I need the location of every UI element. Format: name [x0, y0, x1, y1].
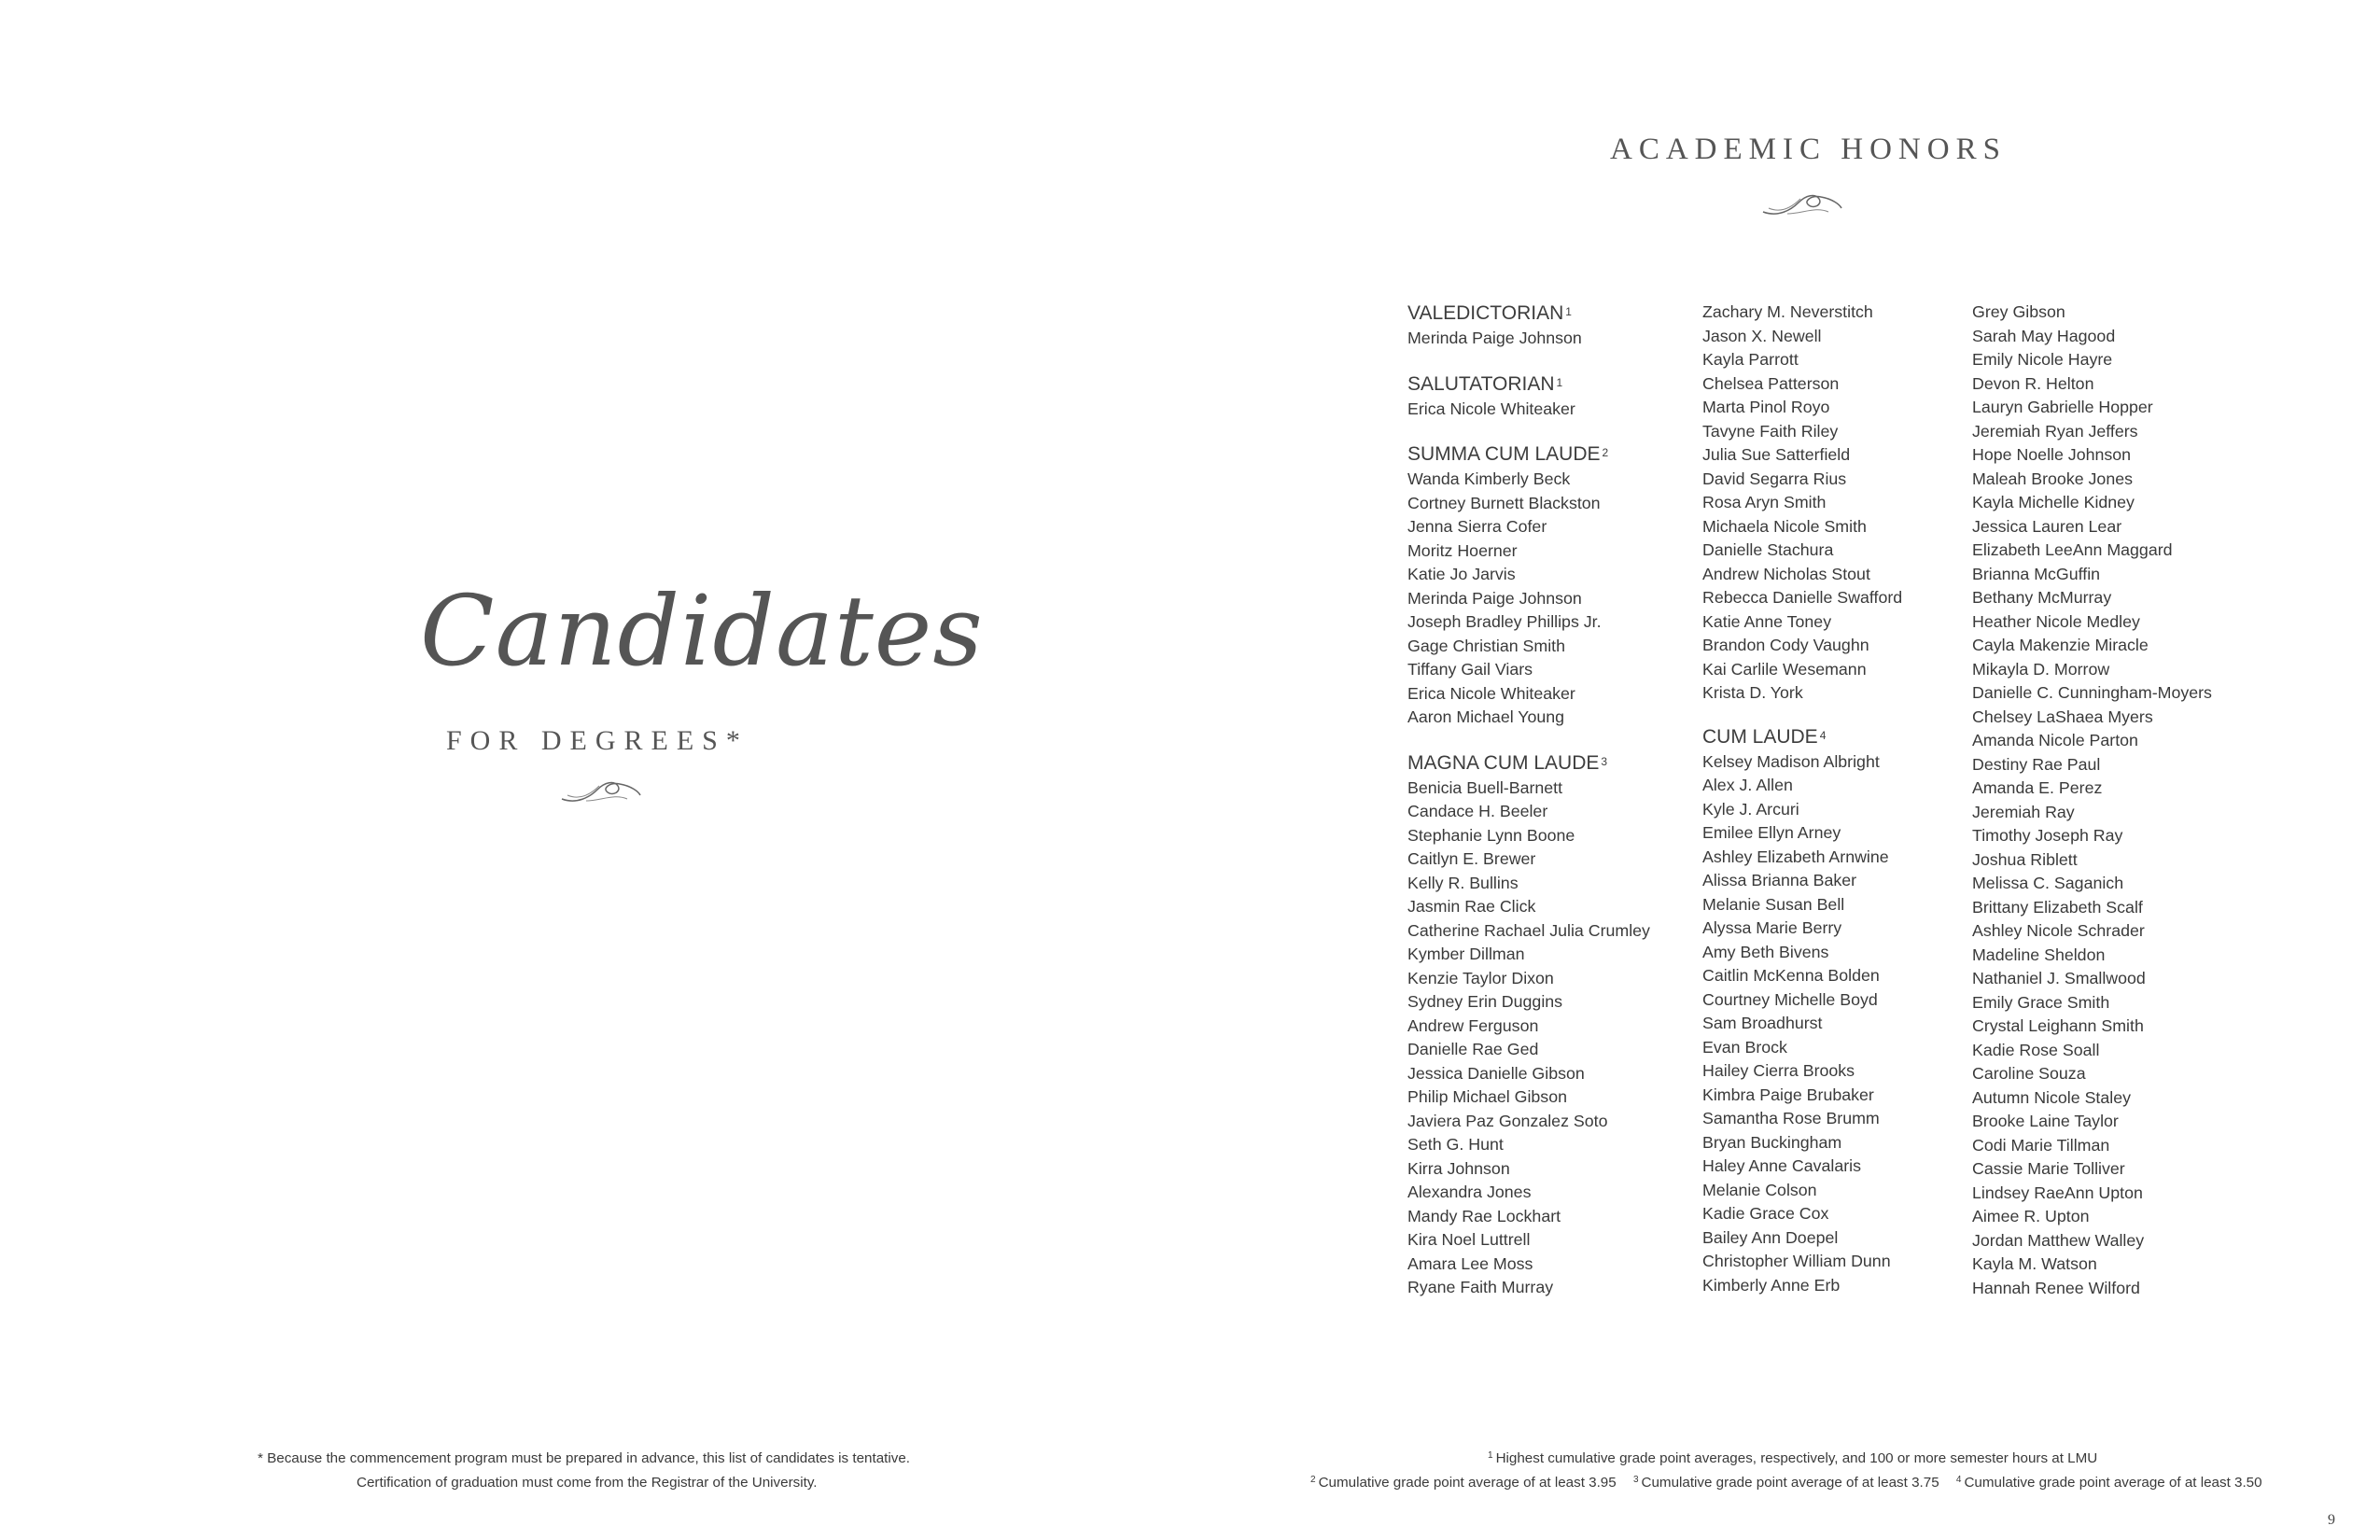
honoree-name: Mikayla D. Morrow — [1972, 659, 2110, 679]
honoree-name: Hope Noelle Johnson — [1972, 445, 2132, 464]
summa-cum-laude-list — [1407, 468, 1650, 730]
honoree-name: Ashley Elizabeth Arnwine — [1702, 847, 1889, 866]
magna-cum-laude-heading: MAGNA CUM LAUDE $^3$ — [1407, 751, 1608, 774]
honoree-name: Tiffany Gail Viars — [1407, 660, 1533, 679]
honoree-name: Jason X. Newell — [1702, 326, 1822, 345]
honoree-name: Kelsey Madison Albright — [1702, 751, 1880, 771]
honoree-name: Joshua Riblett — [1972, 849, 2078, 869]
honoree-name: Andrew Nicholas Stout — [1702, 564, 1870, 583]
honoree-name: Cortney Burnett Blackston — [1407, 493, 1601, 512]
honors-footnote-2: $^2$ Cumulative grade point average of at least 3.95 — [1310, 1475, 1617, 1491]
honoree-name: Candace H. Beeler — [1407, 802, 1548, 820]
honoree-name: Cassie Marie Tolliver — [1972, 1159, 2125, 1178]
honoree-name: Brooke Laine Taylor — [1972, 1112, 2119, 1130]
honoree-name: Brandon Cody Vaughn — [1702, 636, 1869, 654]
honoree-name: Amy Beth Bivens — [1702, 942, 1829, 961]
honoree-name: Wanda Kimberly Beck — [1407, 469, 1571, 488]
honoree-name: Rosa Aryn Smith — [1702, 493, 1827, 511]
honoree-name: Kadie Rose Soall — [1972, 1040, 2100, 1059]
honoree-name: Samantha Rose Brumm — [1702, 1109, 1880, 1127]
honoree-name: Madeline Sheldon — [1972, 945, 2106, 964]
honoree-name: Katie Jo Jarvis — [1407, 565, 1516, 583]
honoree-name: Hailey Cierra Brooks — [1702, 1061, 1855, 1080]
flourish-ornament-icon — [1759, 189, 1845, 221]
honoree-name: Courtney Michelle Boyd — [1702, 989, 1878, 1009]
honoree-name: Kayla M. Watson — [1972, 1254, 2097, 1273]
honoree-name: Jeremiah Ryan Jeffers — [1972, 421, 2138, 441]
honoree-name: Amanda Nicole Parton — [1972, 731, 2138, 749]
honoree-name: Kirra Johnson — [1407, 1158, 1510, 1178]
honoree-name: Caitlin McKenna Bolden — [1702, 966, 1880, 985]
honoree-name: David Segarra Rius — [1702, 469, 1847, 488]
honoree-name: Erica Nicole Whiteaker — [1407, 399, 1575, 418]
honoree-name: Emily Grace Smith — [1972, 992, 2110, 1012]
honoree-name: Andrew Ferguson — [1407, 1015, 1539, 1035]
honoree-name: Alexandra Jones — [1407, 1183, 1532, 1201]
honors-footnote-3: $^3$ Cumulative grade point average of at least 3.75 — [1632, 1475, 1939, 1491]
honoree-name: Amara Lee Moss — [1407, 1253, 1533, 1273]
honoree-name: Katie Anne Toney — [1702, 611, 1832, 631]
honoree-name: Seth G. Hunt — [1407, 1135, 1504, 1154]
honoree-name: Merinda Paige Johnson — [1407, 588, 1582, 608]
honoree-name: Joseph Bradley Phillips Jr. — [1407, 612, 1602, 631]
flourish-ornament-icon — [558, 777, 644, 808]
honoree-name: Sam Broadhurst — [1702, 1014, 1823, 1032]
salutatorian-heading: SALUTATORIAN $^1$ — [1407, 372, 1563, 395]
honoree-name: Brittany Elizabeth Scalf — [1972, 897, 2143, 917]
honoree-name: Michaela Nicole Smith — [1702, 516, 1867, 536]
honoree-name: Kelly R. Bullins — [1407, 873, 1519, 892]
honoree-name: Kadie Grace Cox — [1702, 1204, 1829, 1223]
honoree-name: Catherine Rachael Julia Crumley — [1407, 920, 1650, 940]
cum-laude-heading: CUM LAUDE $^4$ — [1702, 725, 1827, 748]
honoree-name: Jenna Sierra Cofer — [1407, 517, 1547, 536]
magna-cum-laude-list-continued — [1702, 301, 1902, 706]
honoree-name: Danielle Rae Ged — [1407, 1040, 1539, 1058]
honoree-name: Moritz Hoerner — [1407, 540, 1518, 560]
honoree-name: Alex J. Allen — [1702, 776, 1793, 794]
honoree-name: Jessica Danielle Gibson — [1407, 1063, 1585, 1083]
cum-laude-list — [1702, 750, 1902, 1298]
honoree-name: Chelsea Patterson — [1702, 373, 1840, 393]
honors-column-1 — [1407, 301, 1650, 1300]
honoree-name: Heather Nicole Medley — [1972, 611, 2140, 631]
page-number: 9 — [2328, 1512, 2335, 1528]
honoree-name: Destiny Rae Paul — [1972, 754, 2101, 774]
for-degrees-subtitle: FOR DEGREES* — [446, 725, 749, 756]
valedictorian-heading: VALEDICTORIAN $^1$ — [1407, 302, 1572, 324]
honoree-name: Chelsey LaShaea Myers — [1972, 707, 2153, 726]
honoree-name: Kymber Dillman — [1407, 945, 1525, 963]
honoree-name: Crystal Leighann Smith — [1972, 1016, 2144, 1035]
honoree-name: Melissa C. Saganich — [1972, 874, 2124, 892]
honoree-name: Marta Pinol Royo — [1702, 398, 1830, 416]
honoree-name: Ryane Faith Murray — [1407, 1278, 1554, 1296]
honoree-name: Christopher William Dunn — [1702, 1252, 1891, 1270]
honoree-name: Danielle C. Cunningham-Moyers — [1972, 683, 2212, 702]
honoree-name: Emilee Ellyn Arney — [1702, 823, 1841, 842]
honoree-name: Alyssa Marie Berry — [1702, 918, 1842, 937]
honors-column-3 — [1972, 301, 2212, 1300]
honoree-name: Nathaniel J. Smallwood — [1972, 969, 2146, 987]
honoree-name: Autumn Nicole Staley — [1972, 1087, 2131, 1107]
honoree-name: Tavyne Faith Riley — [1702, 421, 1839, 441]
honoree-name: Kimbra Paige Brubaker — [1702, 1085, 1874, 1104]
honoree-name: Cayla Makenzie Miracle — [1972, 636, 2149, 654]
honoree-name: Danielle Stachura — [1702, 540, 1834, 559]
honoree-name: Bryan Buckingham — [1702, 1132, 1842, 1152]
honoree-name: Merinda Paige Johnson — [1407, 329, 1582, 347]
honors-column-2 — [1702, 301, 1902, 1297]
honoree-name: Julia Sue Satterfield — [1702, 445, 1851, 464]
honoree-name: Jeremiah Ray — [1972, 802, 2075, 821]
honoree-name: Grey Gibson — [1972, 302, 2065, 321]
candidates-script-title: Candidates — [420, 574, 984, 688]
honoree-name: Sydney Erin Duggins — [1407, 992, 1563, 1011]
honoree-name: Bailey Ann Doepel — [1702, 1227, 1839, 1247]
honors-footnote-1: $^1$ Highest cumulative grade point averages, respectively, and 100 or more semester hours at LMU — [1488, 1450, 2098, 1466]
honoree-name: Jasmin Rae Click — [1407, 897, 1536, 916]
cum-laude-list-continued — [1972, 301, 2212, 1300]
honoree-name: Aaron Michael Young — [1407, 707, 1565, 726]
honoree-name: Lindsey RaeAnn Upton — [1972, 1183, 2143, 1202]
honoree-name: Kayla Michelle Kidney — [1972, 493, 2135, 511]
honoree-name: Lauryn Gabrielle Hopper — [1972, 398, 2153, 416]
honoree-name: Jessica Lauren Lear — [1972, 516, 2122, 536]
honoree-name: Zachary M. Neverstitch — [1702, 302, 1873, 321]
honoree-name: Mandy Rae Lockhart — [1407, 1206, 1561, 1225]
honoree-name: Codi Marie Tillman — [1972, 1135, 2110, 1155]
honors-footnote-4: $^4$ Cumulative grade point average of at least 3.50 — [1955, 1475, 2262, 1491]
honoree-name: Rebecca Danielle Swafford — [1702, 588, 1903, 607]
honoree-name: Sarah May Hagood — [1972, 326, 2116, 345]
honoree-name: Haley Anne Cavalaris — [1702, 1156, 1861, 1175]
honoree-name: Evan Brock — [1702, 1037, 1787, 1057]
honoree-name: Ashley Nicole Schrader — [1972, 921, 2145, 940]
honoree-name: Benicia Buell-Barnett — [1407, 777, 1563, 797]
honoree-name: Philip Michael Gibson — [1407, 1087, 1567, 1106]
honoree-name: Alissa Brianna Baker — [1702, 871, 1857, 889]
summa-cum-laude-heading: SUMMA CUM LAUDE $^2$ — [1407, 443, 1609, 465]
honors-footnotes-line-2 — [1310, 1475, 2262, 1491]
honoree-name: Kayla Parrott — [1702, 350, 1799, 369]
honoree-name: Melanie Susan Bell — [1702, 894, 1845, 914]
honoree-name: Caroline Souza — [1972, 1064, 2086, 1083]
honoree-name: Hannah Renee Wilford — [1972, 1278, 2140, 1297]
honoree-name: Kyle J. Arcuri — [1702, 799, 1799, 819]
honoree-name: Brianna McGuffin — [1972, 564, 2101, 583]
salutatorian-list — [1407, 398, 1650, 422]
magna-cum-laude-list — [1407, 777, 1650, 1300]
honoree-name: Jordan Matthew Walley — [1972, 1230, 2145, 1250]
honoree-name: Javiera Paz Gonzalez Soto — [1407, 1111, 1608, 1130]
candidates-footnote-line-2: Certification of graduation must come from the Registrar of the University. — [357, 1475, 818, 1491]
honoree-name: Erica Nicole Whiteaker — [1407, 683, 1575, 703]
honoree-name: Krista D. York — [1702, 683, 1803, 702]
honoree-name: Bethany McMurray — [1972, 588, 2112, 607]
honoree-name: Stephanie Lynn Boone — [1407, 825, 1575, 845]
academic-honors-title: ACADEMIC HONORS — [1610, 133, 2007, 166]
honoree-name: Amanda E. Perez — [1972, 778, 2103, 797]
honoree-name: Kai Carlile Wesemann — [1702, 659, 1867, 679]
honoree-name: Gage Christian Smith — [1407, 636, 1565, 655]
honoree-name: Maleah Brooke Jones — [1972, 469, 2133, 488]
honoree-name: Melanie Colson — [1702, 1180, 1817, 1199]
honoree-name: Kenzie Taylor Dixon — [1407, 968, 1554, 987]
honoree-name: Devon R. Helton — [1972, 373, 2094, 393]
honoree-name: Aimee R. Upton — [1972, 1207, 2090, 1225]
honoree-name: Timothy Joseph Ray — [1972, 826, 2123, 845]
honoree-name: Kira Noel Luttrell — [1407, 1230, 1531, 1249]
honoree-name: Emily Nicole Hayre — [1972, 350, 2113, 369]
candidates-footnote-line-1: * Because the commencement program must be prepared in advance, this list of candidates is tentative. — [258, 1450, 910, 1466]
honoree-name: Kimberly Anne Erb — [1702, 1275, 1841, 1295]
honoree-name: Caitlyn E. Brewer — [1407, 849, 1536, 868]
honoree-name: Elizabeth LeeAnn Maggard — [1972, 540, 2173, 559]
valedictorian-list — [1407, 327, 1650, 351]
